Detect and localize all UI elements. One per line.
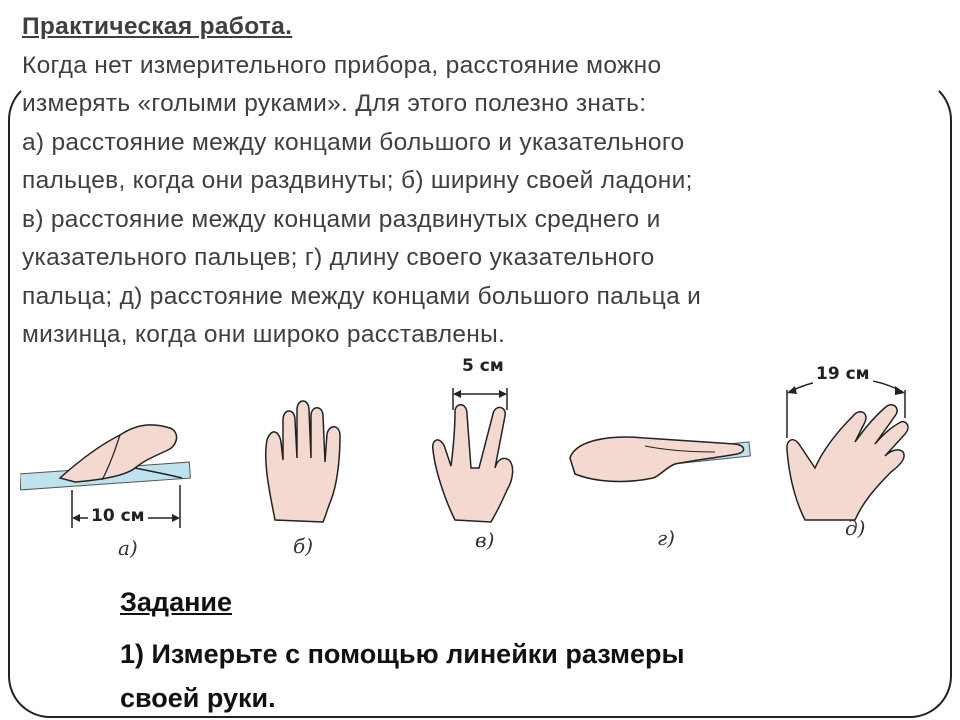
intro-text-block [22,8,942,355]
task-line: 1) Измерьте с помощью линейки размеры [120,639,685,669]
paragraph-line: в) расстояние между концами раздвинутых среднего и [22,205,661,233]
figure-v [415,350,545,560]
open-palm-illustration [245,350,365,560]
measure-label-d: 19 см [813,364,873,384]
figure-a [20,350,200,560]
figure-g [565,350,765,560]
hand-on-ruler-illustration [20,350,200,560]
caption-a: а) [118,536,138,560]
practical-work-title: Практическая работа. [22,13,293,40]
paragraph-line: пальца; д) расстояние между концами большого пальца и [22,282,702,310]
paragraph-line: Когда нет измерительного прибора, расстояние можно [22,51,662,79]
task-line: своей руки. [120,683,276,713]
paragraph-line: указательного пальцев; г) длину своего указательного [22,244,655,271]
measure-label-v: 5 см [459,356,507,376]
measure-label-a: 10 см [88,506,148,526]
caption-g: г) [657,526,675,550]
hand-measurement-figures [20,350,940,570]
paragraph-line: а) расстояние между концами большого и указательного [22,128,685,156]
caption-d: д) [845,516,866,540]
caption-b: б) [293,534,314,558]
paragraph-line: пальцев, когда они раздвинуты; б) ширину своей ладони; [22,167,693,194]
paragraph-line: мизинца, когда они широко расставлены. [22,321,506,348]
task-block [120,580,900,720]
paragraph-line: измерять «голыми руками». Для этого полезно знать: [22,90,647,117]
figure-b [245,350,365,560]
caption-v: в) [475,528,495,552]
task-heading: Задание [120,587,233,617]
figure-d [775,350,925,560]
